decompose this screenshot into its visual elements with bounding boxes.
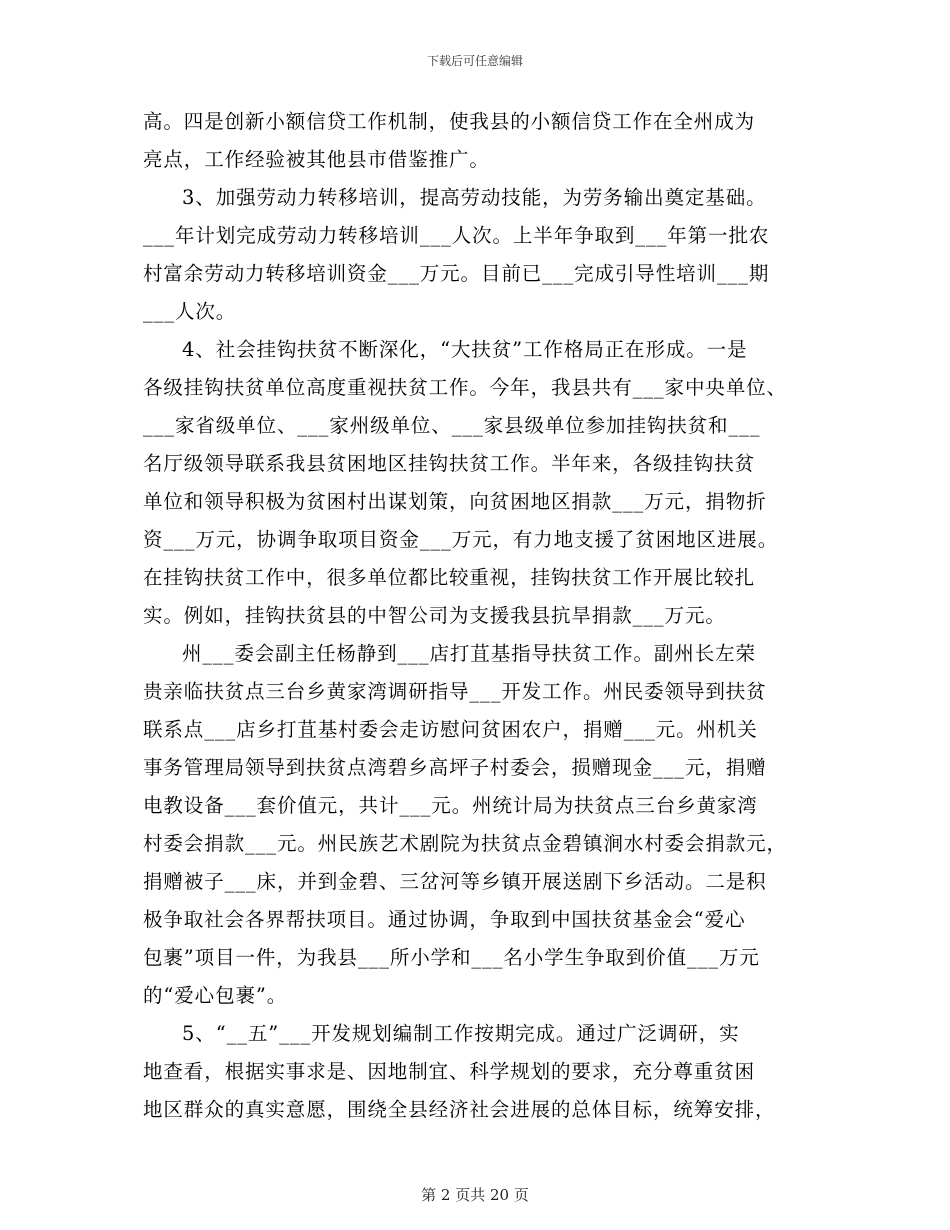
body-line: 5、“__五”___开发规划编制工作按期完成。通过广泛调研，实 bbox=[182, 1022, 740, 1045]
body-line: 4、社会挂钩扶贫不断深化，“大扶贫”工作格局正在形成。一是 bbox=[182, 338, 748, 361]
body-line: 各级挂钩扶贫单位高度重视扶贫工作。今年，我县共有___家中央单位、 bbox=[143, 376, 787, 399]
body-line: 极争取社会各界帮扶项目。通过协调，争取到中国扶贫基金会“爱心 bbox=[143, 908, 746, 931]
body-line: ___年计划完成劳动力转移培训___人次。上半年争取到___年第一批农 bbox=[143, 224, 770, 247]
body-line: 高。四是创新小额信贷工作机制，使我县的小额信贷工作在全州成为 bbox=[143, 110, 756, 133]
body-line: 村委会捐款___元。州民族艺术剧院为扶贫点金碧镇涧水村委会捐款元， bbox=[143, 832, 787, 855]
body-line: 贵亲临扶贫点三台乡黄家湾调研指导___开发工作。州民委领导到扶贫 bbox=[143, 680, 767, 703]
body-line: 村富余劳动力转移培训资金___万元。目前已___完成引导性培训___期 bbox=[143, 262, 770, 285]
body-line: 地查看，根据实事求是、因地制宜、科学规划的要求，充分尊重贫困 bbox=[143, 1060, 756, 1083]
page-number-footer: 第 2 页共 20 页 bbox=[421, 1186, 529, 1204]
body-line: 实。例如，挂钩扶贫县的中智公司为支援我县抗旱捐款___万元。 bbox=[143, 604, 726, 627]
body-line: ___家省级单位、___家州级单位、___家县级单位参加挂钩扶贫和___ bbox=[143, 414, 761, 437]
body-line: 3、加强劳动力转移培训，提高劳动技能，为劳务输出奠定基础。 bbox=[182, 186, 767, 209]
body-line: 资___万元，协调争取项目资金___万元，有力地支援了贫困地区进展。 bbox=[143, 528, 779, 551]
body-line: 亮点，工作经验被其他县市借鉴推广。 bbox=[143, 148, 490, 171]
page-header-note: 下载后可任意编辑 bbox=[426, 54, 523, 68]
body-line: 名厅级领导联系我县贫困地区挂钩扶贫工作。半年来，各级挂钩扶贫 bbox=[143, 452, 756, 475]
body-line: 州___委会副主任杨静到___店打苴基指导扶贫工作。副州长左荣 bbox=[182, 642, 756, 665]
body-line: ___人次。 bbox=[143, 300, 237, 323]
body-line: 的“爱心包裹”。 bbox=[143, 984, 288, 1007]
body-line: 事务管理局领导到扶贫点湾碧乡高坪子村委会，损赠现金___元，捐赠 bbox=[143, 756, 767, 779]
body-line: 在挂钩扶贫工作中，很多单位都比较重视，挂钩扶贫工作开展比较扎 bbox=[143, 566, 756, 589]
body-line: 联系点___店乡打苴基村委会走访慰问贫困农户，捐赠___元。州机关 bbox=[143, 718, 758, 741]
body-line: 单位和领导积极为贫困村出谋划策，向贫困地区捐款___万元，捐物折 bbox=[143, 490, 767, 513]
body-line: 包裹”项目一件，为我县___所小学和___名小学生争取到价值___万元 bbox=[143, 946, 760, 969]
body-line: 电教设备___套价值元，共计___元。州统计局为扶贫点三台乡黄家湾 bbox=[143, 794, 758, 817]
body-line: 地区群众的真实意愿，围绕全县经济社会进展的总体目标，统筹安排， bbox=[143, 1098, 776, 1121]
body-line: 捐赠被子___床，并到金碧、三岔河等乡镇开展送剧下乡活动。二是积 bbox=[143, 870, 767, 893]
